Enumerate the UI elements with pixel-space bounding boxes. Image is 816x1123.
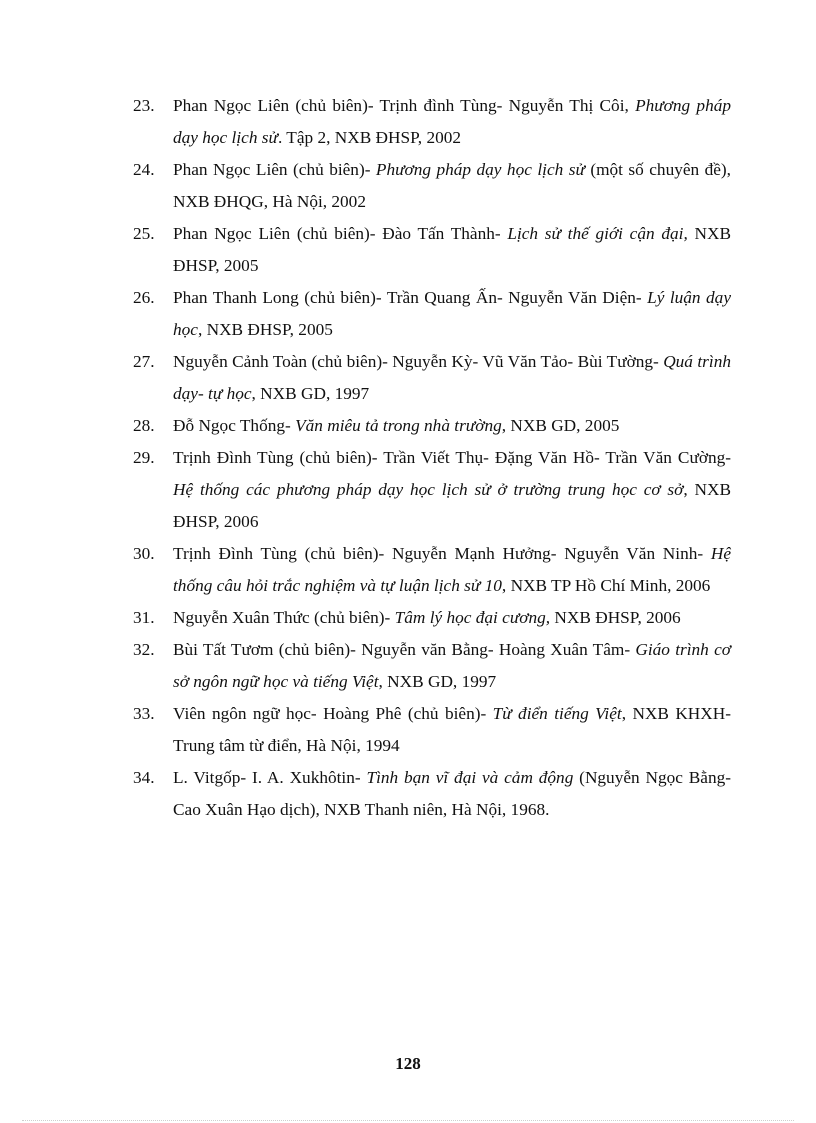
reference-segment: (một số chuyên đề), NXB ĐHQG, Hà Nội, 2002 xyxy=(173,160,731,211)
reference-number: 31. xyxy=(133,608,155,627)
reference-segment: NXB ĐHSP, 2005 xyxy=(173,224,731,275)
reference-number: 34. xyxy=(133,768,155,787)
reference-segment: Trịnh Đình Tùng (chủ biên)- Trần Viết Thụ- Đặng Văn Hồ- Trần Văn Cường- xyxy=(173,448,731,467)
reference-segment: Phan Ngọc Liên (chủ biên)- Đào Tấn Thành- xyxy=(173,224,508,243)
reference-segment: , NXB ĐHSP, 2005 xyxy=(197,320,333,339)
reference-segment: NXB ĐHSP, 2006 xyxy=(550,608,681,627)
reference-item xyxy=(133,346,731,410)
reference-text xyxy=(173,346,731,410)
reference-number: 28. xyxy=(133,416,155,435)
reference-number: 24. xyxy=(133,160,155,179)
reference-number: 30. xyxy=(133,544,155,563)
reference-text xyxy=(173,634,731,698)
reference-number: 26. xyxy=(133,288,155,307)
reference-text xyxy=(173,154,731,218)
reference-segment: , NXB ĐHSP, 2006 xyxy=(173,480,731,531)
reference-segment: (Nguyễn Ngọc Bằng- Cao Xuân Hạo dịch), NXB Thanh niên, Hà Nội, 1968. xyxy=(173,768,731,819)
reference-item xyxy=(133,442,731,538)
reference-segment: Đỗ Ngọc Thống- xyxy=(173,416,296,435)
reference-segment: , NXB GD, 1997 xyxy=(251,384,370,403)
reference-list xyxy=(133,90,731,826)
reference-item xyxy=(133,634,731,698)
reference-item xyxy=(133,602,731,634)
reference-item xyxy=(133,154,731,218)
reference-text xyxy=(173,698,731,762)
reference-item xyxy=(133,282,731,346)
reference-text xyxy=(173,442,731,538)
reference-title: Lý luận dạy học xyxy=(173,288,731,339)
reference-segment: Phan Thanh Long (chủ biên)- Trần Quang Ấn- Nguyễn Văn Diện- xyxy=(173,288,648,307)
reference-title: Hệ thống các phương pháp dạy học lịch sử ở trường trung học cơ sở xyxy=(173,480,684,499)
reference-segment: Trịnh Đình Tùng (chủ biên)- Nguyễn Mạnh Hưởng- Nguyễn Văn Ninh- xyxy=(173,544,711,563)
reference-segment: Viên ngôn ngữ học- Hoàng Phê (chủ biên)- xyxy=(173,704,493,723)
reference-title: Tình bạn vĩ đại và cảm động xyxy=(366,768,574,787)
reference-item xyxy=(133,762,731,826)
reference-title: Tâm lý học đại cương, xyxy=(394,608,551,627)
reference-number: 33. xyxy=(133,704,155,723)
reference-title: Giáo trình cơ sở ngôn ngữ học và tiếng Việt xyxy=(173,640,731,691)
reference-title: Phương pháp dạy học lịch sử xyxy=(375,160,585,179)
reference-segment: , NXB TP Hồ Chí Minh, 2006 xyxy=(501,576,711,595)
reference-segment: Nguyễn Xuân Thức (chủ biên)- xyxy=(173,608,395,627)
reference-segment: Phan Ngọc Liên (chủ biên)- Trịnh đình Tùng- Nguyễn Thị Côi, xyxy=(173,96,636,115)
reference-title: Lịch sử thế giới cận đại, xyxy=(507,224,688,243)
reference-text xyxy=(173,218,731,282)
reference-text xyxy=(173,538,731,602)
reference-number: 25. xyxy=(133,224,155,243)
reference-text xyxy=(173,282,731,346)
reference-number: 32. xyxy=(133,640,155,659)
reference-text xyxy=(173,762,731,826)
reference-item xyxy=(133,698,731,762)
reference-segment: L. Vitgốp- I. A. Xukhôtin- xyxy=(173,768,367,787)
reference-title: Phương pháp dạy học lịch sử xyxy=(173,96,731,147)
reference-text xyxy=(173,90,731,154)
reference-number: 23. xyxy=(133,96,155,115)
reference-segment: , NXB GD, 2005 xyxy=(501,416,620,435)
reference-segment: Phan Ngọc Liên (chủ biên)- xyxy=(173,160,376,179)
reference-segment: Bùi Tất Tươm (chủ biên)- Nguyễn văn Bằng- Hoàng Xuân Tâm- xyxy=(173,640,636,659)
reference-segment: Nguyễn Cảnh Toàn (chủ biên)- Nguyễn Kỳ- Vũ Văn Tảo- Bùi Tường- xyxy=(173,352,664,371)
reference-item xyxy=(133,538,731,602)
reference-title: Quá trình dạy- tự học xyxy=(173,352,731,403)
reference-segment: , NXB GD, 1997 xyxy=(378,672,497,691)
reference-text xyxy=(173,410,731,442)
reference-text xyxy=(173,602,731,634)
reference-item xyxy=(133,410,731,442)
reference-title: Từ điển tiếng Việt xyxy=(492,704,622,723)
page-bottom-divider xyxy=(22,1120,794,1121)
reference-segment: . Tập 2, NXB ĐHSP, 2002 xyxy=(277,128,462,147)
reference-number: 27. xyxy=(133,352,155,371)
reference-number: 29. xyxy=(133,448,155,467)
page-number: 128 xyxy=(395,1054,421,1073)
reference-segment: , NXB KHXH- Trung tâm từ điển, Hà Nội, 1994 xyxy=(173,704,731,755)
reference-item xyxy=(133,90,731,154)
reference-title: Hệ thống câu hỏi trắc nghiệm và tự luận lịch sử 10 xyxy=(173,544,731,595)
reference-title: Văn miêu tả trong nhà trường xyxy=(295,416,502,435)
reference-item xyxy=(133,218,731,282)
